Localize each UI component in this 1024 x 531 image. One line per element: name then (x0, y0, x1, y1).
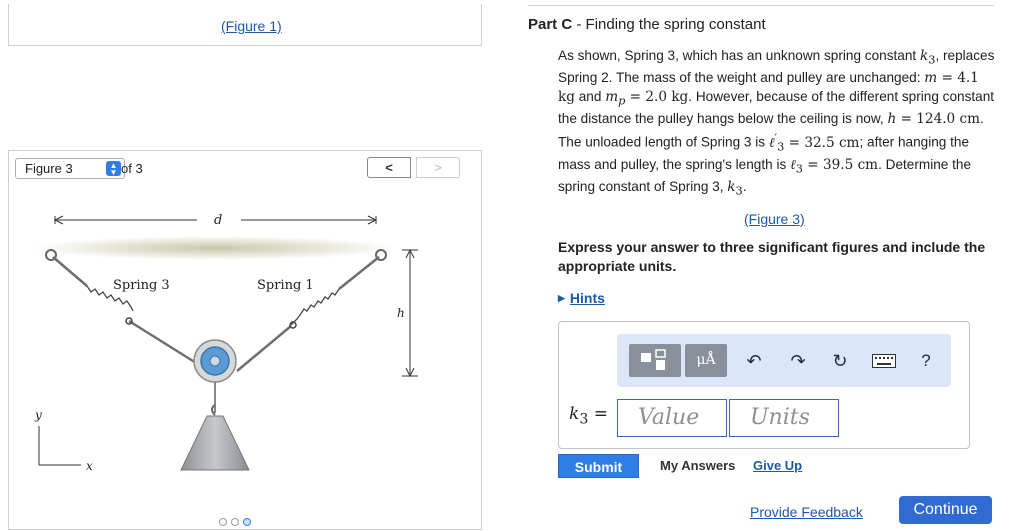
templates-button[interactable] (629, 344, 681, 377)
figure3-link[interactable]: (Figure 3) (744, 211, 805, 227)
previous-figure-button[interactable]: < (367, 157, 411, 178)
divider (528, 5, 994, 6)
undo-icon[interactable]: ↶ (746, 351, 762, 371)
hints-toggle[interactable] (558, 290, 605, 306)
reset-icon[interactable]: ↻ (832, 351, 848, 371)
submit-button[interactable]: Submit (558, 454, 639, 478)
caret-right-icon: ▶ (558, 293, 565, 303)
d-dimension (55, 213, 376, 228)
figure1-link[interactable]: (Figure 1) (221, 18, 282, 34)
figure-count: of 3 (121, 161, 143, 176)
part-separator: - (572, 16, 586, 33)
axes-icon (34, 408, 93, 473)
problem-statement: As shown, Spring 3, which has an unknown spring constant $k_3$, replaces Spring 2. The mass of the weight and pulley are unchanged: m = 4.1 kg and $m_p = 2.0$ kg. However, because of the different spring constant the distance the pulley hangs below the ceiling is now, h = 124.0 cm. The unloaded length of Spring 3 is ℓ′$_3$ = 32.5 cm; after hanging the mass and pulley, the spring's length is ℓ$_3$ = 39.5 cm. Determine the spring constant of Spring 3, $k_3$. (558, 48, 995, 199)
question-panel (528, 0, 998, 525)
continue-button[interactable]: Continue (899, 496, 992, 524)
my-answers-label[interactable]: My Answers (660, 458, 736, 473)
spring3-label: Spring 3 (113, 278, 170, 293)
units-button[interactable]: μÅ (685, 344, 727, 377)
pulley (194, 340, 236, 415)
figure-link-panel (8, 4, 482, 46)
help-icon[interactable]: ? (921, 351, 931, 370)
select-arrows-icon: ▲ ▼ (106, 161, 121, 176)
keyboard-icon[interactable] (871, 348, 897, 374)
spring-pulley-figure (9, 191, 481, 491)
redo-icon[interactable]: ↷ (790, 351, 806, 371)
part-label: Part C (528, 16, 573, 33)
ceiling (30, 236, 400, 260)
math-toolbar (617, 334, 951, 387)
answer-box (558, 321, 970, 449)
answer-variable: $k_3$ = (569, 404, 608, 428)
units-input[interactable]: Units (729, 399, 839, 437)
figure-select[interactable] (15, 158, 125, 179)
h-label: h (397, 306, 405, 320)
y-axis-label: y (35, 408, 42, 422)
spring-1 (291, 289, 339, 325)
x-axis-label: x (86, 459, 93, 473)
hints-link[interactable]: Hints (569, 290, 605, 306)
value-input[interactable]: Value (617, 399, 727, 437)
weight (181, 416, 249, 470)
answer-instructions: Express your answer to three significant figures and include the appropriate units. (558, 239, 986, 274)
part-title (528, 16, 766, 33)
templates-icon (629, 344, 681, 377)
give-up-link[interactable]: Give Up (753, 458, 803, 473)
d-label: d (214, 213, 223, 228)
h-dimension (397, 250, 418, 376)
figure-pager (219, 513, 255, 531)
provide-feedback-link[interactable]: Provide Feedback (750, 504, 863, 520)
part-title-text: Finding the spring constant (585, 16, 766, 33)
figure-select-value: Figure 3 (25, 161, 73, 176)
next-figure-button[interactable]: > (416, 157, 460, 178)
spring1-label: Spring 1 (257, 278, 314, 293)
figure-panel (8, 150, 482, 530)
